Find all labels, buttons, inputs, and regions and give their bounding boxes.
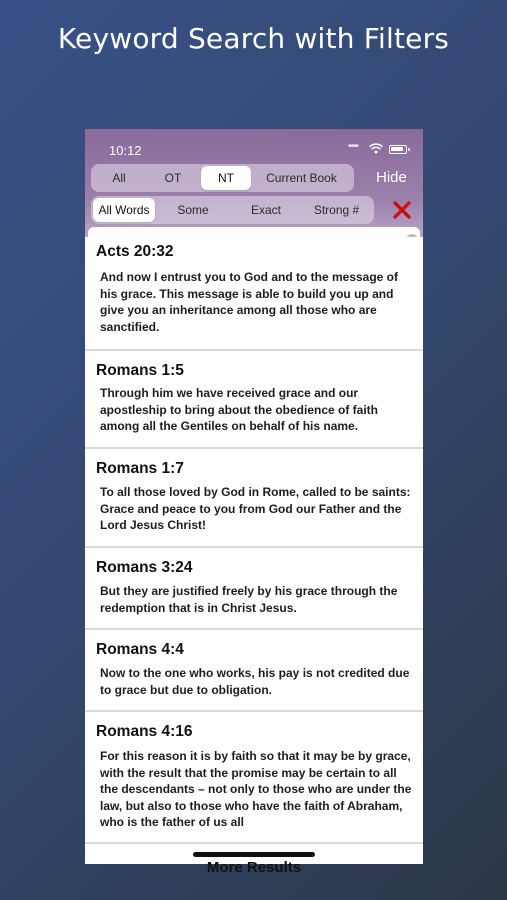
signal-icon: •••• xyxy=(348,141,359,152)
battery-icon xyxy=(389,145,407,154)
match-exact[interactable]: Exact xyxy=(250,203,281,217)
match-strongs[interactable]: Strong # xyxy=(313,203,360,217)
status-time: 10:12 xyxy=(109,143,142,158)
match-all-words[interactable]: All Words xyxy=(93,198,155,222)
verse-reference: Romans 1:7 xyxy=(96,460,184,477)
phone-screen xyxy=(85,129,423,876)
verse-text: Through him we have received grace and our apostleship to bring about the obedience of faith among all the Gentiles on behalf of his name. xyxy=(100,386,379,433)
status-bar xyxy=(85,141,423,159)
match-type-filter xyxy=(91,196,374,224)
verse-text: But they are justified freely by his grace through the redemption that is in Christ Jesus. xyxy=(100,584,398,615)
close-icon[interactable] xyxy=(392,200,412,220)
verse-text: Now to the one who works, his pay is not credited due to grace but due to obligation. xyxy=(100,666,410,697)
page-headline: Keyword Search with Filters xyxy=(57,22,450,55)
list-item[interactable] xyxy=(85,237,423,351)
verse-reference: Acts 20:32 xyxy=(96,243,174,260)
verse-text: And now I entrust you to God and to the message of his grace. This message is able to build you up and give you an inheritance among all those who are sanctified. xyxy=(100,270,399,334)
match-some[interactable]: Some xyxy=(177,203,209,217)
list-item[interactable] xyxy=(85,449,423,548)
verse-reference: Romans 4:4 xyxy=(96,641,184,658)
wifi-icon xyxy=(369,143,383,155)
filter-nt[interactable]: NT xyxy=(201,166,251,190)
list-item[interactable] xyxy=(85,630,423,712)
list-item[interactable] xyxy=(85,712,423,844)
testament-filter xyxy=(91,164,354,192)
verse-text: For this reason it is by faith so that it may be by grace, with the result that the promise may be certain to all the descendants – not only to those who are under the law, but also to those who have the faith of Abraham, who is the father of us all xyxy=(100,749,412,829)
list-item[interactable] xyxy=(85,351,423,449)
more-results-button[interactable]: More Results xyxy=(206,859,302,876)
home-indicator[interactable] xyxy=(193,852,315,857)
results-list[interactable] xyxy=(85,243,423,876)
hide-button[interactable]: Hide xyxy=(376,169,407,186)
verse-reference: Romans 1:5 xyxy=(96,362,184,379)
filter-all[interactable]: All xyxy=(112,171,126,185)
filter-ot[interactable]: OT xyxy=(164,171,182,185)
verse-reference: Romans 3:24 xyxy=(96,559,193,576)
list-item[interactable] xyxy=(85,548,423,630)
verse-text: To all those loved by God in Rome, called to be saints: Grace and peace to you from God our Father and the Lord Jesus Christ! xyxy=(100,485,411,532)
filter-current-book[interactable]: Current Book xyxy=(266,171,337,185)
verse-reference: Romans 4:16 xyxy=(96,723,193,740)
